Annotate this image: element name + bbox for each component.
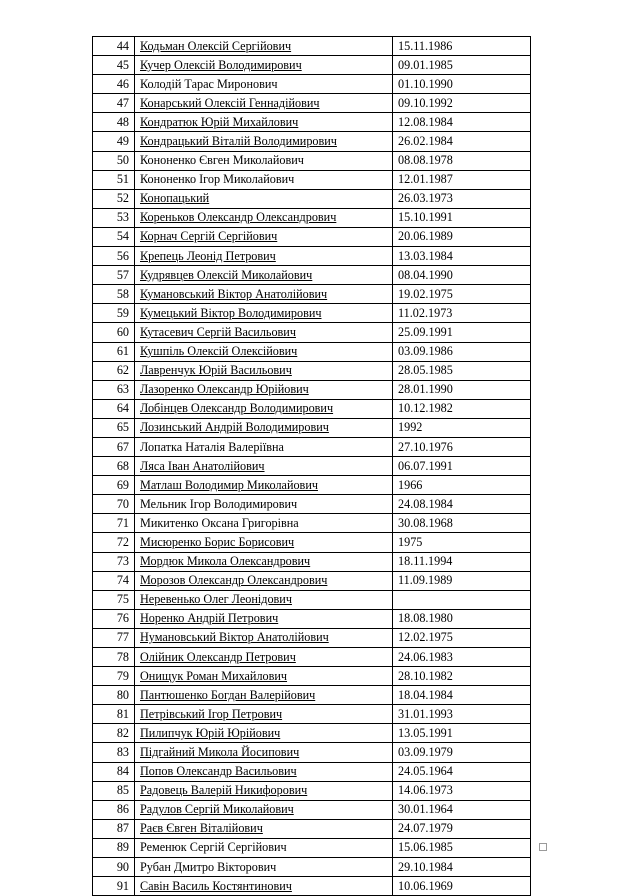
person-name bbox=[135, 495, 393, 514]
names-table-body bbox=[93, 37, 531, 896]
table-row bbox=[93, 457, 531, 476]
birth-date: 26.02.1984 bbox=[393, 132, 531, 151]
person-name bbox=[135, 743, 393, 762]
person-name bbox=[135, 838, 393, 857]
birth-date: 12.02.1975 bbox=[393, 628, 531, 647]
person-name-text: Радовець Валерій Никифорович bbox=[140, 783, 308, 798]
row-number: 63 bbox=[93, 380, 135, 399]
person-name bbox=[135, 132, 393, 151]
person-name bbox=[135, 189, 393, 208]
person-name bbox=[135, 151, 393, 170]
row-number: 45 bbox=[93, 56, 135, 75]
person-name bbox=[135, 170, 393, 189]
person-name bbox=[135, 514, 393, 533]
person-name-text: Кучер Олексій Володимирович bbox=[140, 57, 302, 72]
table-row bbox=[93, 399, 531, 418]
table-row bbox=[93, 800, 531, 819]
birth-date: 06.07.1991 bbox=[393, 457, 531, 476]
person-name-text: Неревенько Олег Леонідович bbox=[140, 592, 292, 607]
row-number: 80 bbox=[93, 686, 135, 705]
row-number: 91 bbox=[93, 877, 135, 896]
person-name-text: Кондрацький Віталій Володимирович bbox=[140, 134, 337, 149]
person-name bbox=[135, 476, 393, 495]
person-name-text: Колодій Тарас Миронович bbox=[140, 76, 278, 91]
person-name bbox=[135, 609, 393, 628]
person-name bbox=[135, 399, 393, 418]
person-name-text: Ляса Іван Анатолійович bbox=[140, 458, 265, 473]
table-row bbox=[93, 838, 531, 857]
row-number: 89 bbox=[93, 838, 135, 857]
row-number: 50 bbox=[93, 151, 135, 170]
table-row bbox=[93, 858, 531, 877]
person-name-text: Кумецький Віктор Володимирович bbox=[140, 305, 322, 320]
table-row bbox=[93, 323, 531, 342]
person-name-text: Мордюк Микола Олександрович bbox=[140, 554, 311, 569]
birth-date: 30.08.1968 bbox=[393, 514, 531, 533]
person-name bbox=[135, 418, 393, 437]
person-name-text: Петрівський Ігор Петрович bbox=[140, 706, 283, 721]
person-name bbox=[135, 877, 393, 896]
birth-date: 11.09.1989 bbox=[393, 571, 531, 590]
table-row bbox=[93, 285, 531, 304]
person-name bbox=[135, 705, 393, 724]
birth-date: 30.01.1964 bbox=[393, 800, 531, 819]
person-name bbox=[135, 800, 393, 819]
table-row bbox=[93, 208, 531, 227]
person-name bbox=[135, 781, 393, 800]
person-name bbox=[135, 590, 393, 609]
row-number: 84 bbox=[93, 762, 135, 781]
person-name-text: Кудрявцев Олексій Миколайович bbox=[140, 267, 313, 282]
person-name-text: Раєв Євген Віталійович bbox=[140, 821, 263, 836]
row-number: 54 bbox=[93, 227, 135, 246]
birth-date: 09.10.1992 bbox=[393, 94, 531, 113]
person-name bbox=[135, 56, 393, 75]
row-number: 57 bbox=[93, 266, 135, 285]
birth-date: 19.02.1975 bbox=[393, 285, 531, 304]
person-name-text: Мисюренко Борис Борисович bbox=[140, 534, 295, 549]
birth-date: 20.06.1989 bbox=[393, 227, 531, 246]
row-number: 85 bbox=[93, 781, 135, 800]
row-number: 73 bbox=[93, 552, 135, 571]
row-number: 79 bbox=[93, 667, 135, 686]
row-number: 82 bbox=[93, 724, 135, 743]
birth-date: 10.12.1982 bbox=[393, 399, 531, 418]
birth-date: 08.04.1990 bbox=[393, 266, 531, 285]
person-name-text: Нумановський Віктор Анатолійович bbox=[140, 630, 329, 645]
person-name bbox=[135, 686, 393, 705]
birth-date bbox=[393, 590, 531, 609]
person-name bbox=[135, 648, 393, 667]
row-number: 64 bbox=[93, 399, 135, 418]
birth-date: 03.09.1979 bbox=[393, 743, 531, 762]
person-name-text: Норенко Андрій Петрович bbox=[140, 611, 279, 626]
table-row bbox=[93, 247, 531, 266]
person-name-text: Кушпіль Олексій Олексійович bbox=[140, 344, 298, 359]
row-number: 47 bbox=[93, 94, 135, 113]
table-row bbox=[93, 476, 531, 495]
birth-date: 28.10.1982 bbox=[393, 667, 531, 686]
person-name-text: Конопацький bbox=[140, 191, 210, 206]
birth-date: 25.09.1991 bbox=[393, 323, 531, 342]
person-name bbox=[135, 75, 393, 94]
birth-date: 27.10.1976 bbox=[393, 437, 531, 456]
person-name-text: Корнач Сергій Сергійович bbox=[140, 229, 278, 244]
person-name-text: Лобінцев Олександр Володимирович bbox=[140, 401, 334, 416]
table-row bbox=[93, 437, 531, 456]
birth-date: 14.06.1973 bbox=[393, 781, 531, 800]
birth-date: 13.03.1984 bbox=[393, 247, 531, 266]
birth-date: 12.01.1987 bbox=[393, 170, 531, 189]
page-corner-mark bbox=[539, 843, 547, 851]
row-number: 44 bbox=[93, 37, 135, 56]
person-name-text: Савін Василь Костянтинович bbox=[140, 878, 292, 893]
birth-date: 15.10.1991 bbox=[393, 208, 531, 227]
person-name bbox=[135, 380, 393, 399]
birth-date: 24.06.1983 bbox=[393, 648, 531, 667]
birth-date: 15.06.1985 bbox=[393, 838, 531, 857]
row-number: 59 bbox=[93, 304, 135, 323]
person-name-text: Лавренчук Юрій Васильович bbox=[140, 363, 292, 378]
person-name-text: Пилипчук Юрій Юрійович bbox=[140, 725, 281, 740]
person-name bbox=[135, 762, 393, 781]
row-number: 86 bbox=[93, 800, 135, 819]
person-name-text: Кутасевич Сергій Васильович bbox=[140, 324, 296, 339]
table-row bbox=[93, 151, 531, 170]
row-number: 52 bbox=[93, 189, 135, 208]
person-name bbox=[135, 208, 393, 227]
birth-date: 28.05.1985 bbox=[393, 361, 531, 380]
person-name bbox=[135, 227, 393, 246]
person-name bbox=[135, 628, 393, 647]
birth-date: 24.07.1979 bbox=[393, 819, 531, 838]
birth-date: 09.01.1985 bbox=[393, 56, 531, 75]
table-row bbox=[93, 724, 531, 743]
birth-date: 18.04.1984 bbox=[393, 686, 531, 705]
table-row bbox=[93, 877, 531, 896]
person-name-text: Лопатка Наталія Валеріївна bbox=[140, 439, 284, 454]
person-name-text: Підгайний Микола Йосипович bbox=[140, 745, 300, 760]
table-row bbox=[93, 514, 531, 533]
row-number: 71 bbox=[93, 514, 135, 533]
row-number: 87 bbox=[93, 819, 135, 838]
birth-date: 12.08.1984 bbox=[393, 113, 531, 132]
table-row bbox=[93, 609, 531, 628]
row-number: 65 bbox=[93, 418, 135, 437]
table-row bbox=[93, 667, 531, 686]
birth-date: 01.10.1990 bbox=[393, 75, 531, 94]
person-name-text: Кореньков Олександр Олександрович bbox=[140, 210, 337, 225]
person-name-text: Конарський Олексій Геннадійович bbox=[140, 95, 320, 110]
birth-date: 08.08.1978 bbox=[393, 151, 531, 170]
birth-date: 1992 bbox=[393, 418, 531, 437]
row-number: 60 bbox=[93, 323, 135, 342]
row-number: 70 bbox=[93, 495, 135, 514]
person-name-text: Лазоренко Олександр Юрійович bbox=[140, 382, 309, 397]
birth-date: 1975 bbox=[393, 533, 531, 552]
person-name bbox=[135, 247, 393, 266]
person-name-text: Рубан Дмитро Вікторович bbox=[140, 859, 277, 874]
person-name bbox=[135, 266, 393, 285]
table-row bbox=[93, 590, 531, 609]
person-name bbox=[135, 667, 393, 686]
person-name-text: Радулов Сергій Миколайович bbox=[140, 802, 294, 817]
table-row bbox=[93, 342, 531, 361]
person-name bbox=[135, 858, 393, 877]
person-name-text: Лозинський Андрій Володимирович bbox=[140, 420, 329, 435]
table-row bbox=[93, 75, 531, 94]
person-name-text: Мельник Ігор Володимирович bbox=[140, 496, 298, 511]
row-number: 90 bbox=[93, 858, 135, 877]
row-number: 58 bbox=[93, 285, 135, 304]
table-row bbox=[93, 132, 531, 151]
person-name-text: Онищук Роман Михайлович bbox=[140, 668, 288, 683]
person-name bbox=[135, 724, 393, 743]
birth-date: 18.08.1980 bbox=[393, 609, 531, 628]
birth-date: 18.11.1994 bbox=[393, 552, 531, 571]
birth-date: 11.02.1973 bbox=[393, 304, 531, 323]
table-row bbox=[93, 495, 531, 514]
person-name bbox=[135, 37, 393, 56]
birth-date: 31.01.1993 bbox=[393, 705, 531, 724]
row-number: 46 bbox=[93, 75, 135, 94]
birth-date: 29.10.1984 bbox=[393, 858, 531, 877]
birth-date: 15.11.1986 bbox=[393, 37, 531, 56]
table-row bbox=[93, 628, 531, 647]
names-table-container bbox=[92, 36, 530, 896]
row-number: 83 bbox=[93, 743, 135, 762]
table-row bbox=[93, 705, 531, 724]
person-name bbox=[135, 819, 393, 838]
row-number: 51 bbox=[93, 170, 135, 189]
table-row bbox=[93, 189, 531, 208]
person-name-text: Матлаш Володимир Миколайович bbox=[140, 477, 318, 492]
person-name bbox=[135, 552, 393, 571]
table-row bbox=[93, 819, 531, 838]
person-name bbox=[135, 533, 393, 552]
person-name bbox=[135, 304, 393, 323]
table-row bbox=[93, 762, 531, 781]
person-name-text: Ременюк Сергій Сергійович bbox=[140, 840, 287, 855]
row-number: 49 bbox=[93, 132, 135, 151]
person-name bbox=[135, 285, 393, 304]
table-row bbox=[93, 37, 531, 56]
table-row bbox=[93, 170, 531, 189]
table-row bbox=[93, 361, 531, 380]
person-name-text: Кумановський Віктор Анатолійович bbox=[140, 286, 328, 301]
birth-date: 28.01.1990 bbox=[393, 380, 531, 399]
table-row bbox=[93, 533, 531, 552]
person-name-text: Морозов Олександр Олександрович bbox=[140, 573, 328, 588]
table-row bbox=[93, 94, 531, 113]
person-name bbox=[135, 342, 393, 361]
person-name-text: Пантюшенко Богдан Валерійович bbox=[140, 687, 316, 702]
birth-date: 24.08.1984 bbox=[393, 495, 531, 514]
table-row bbox=[93, 781, 531, 800]
table-row bbox=[93, 266, 531, 285]
person-name-text: Кононенко Ігор Миколайович bbox=[140, 172, 295, 187]
person-name bbox=[135, 571, 393, 590]
person-name-text: Кононенко Євген Миколайович bbox=[140, 153, 304, 168]
table-row bbox=[93, 56, 531, 75]
person-name-text: Крепець Леонід Петрович bbox=[140, 248, 276, 263]
row-number: 74 bbox=[93, 571, 135, 590]
table-row bbox=[93, 304, 531, 323]
row-number: 67 bbox=[93, 437, 135, 456]
row-number: 69 bbox=[93, 476, 135, 495]
row-number: 81 bbox=[93, 705, 135, 724]
person-name bbox=[135, 361, 393, 380]
birth-date: 10.06.1969 bbox=[393, 877, 531, 896]
person-name bbox=[135, 437, 393, 456]
person-name-text: Кондратюк Юрій Михайлович bbox=[140, 114, 299, 129]
table-row bbox=[93, 686, 531, 705]
row-number: 75 bbox=[93, 590, 135, 609]
table-row bbox=[93, 380, 531, 399]
table-row bbox=[93, 113, 531, 132]
person-name bbox=[135, 457, 393, 476]
row-number: 72 bbox=[93, 533, 135, 552]
table-row bbox=[93, 648, 531, 667]
table-row bbox=[93, 552, 531, 571]
row-number: 56 bbox=[93, 247, 135, 266]
table-row bbox=[93, 743, 531, 762]
table-row bbox=[93, 418, 531, 437]
row-number: 48 bbox=[93, 113, 135, 132]
birth-date: 13.05.1991 bbox=[393, 724, 531, 743]
row-number: 78 bbox=[93, 648, 135, 667]
person-name-text: Олійник Олександр Петрович bbox=[140, 649, 296, 664]
table-row bbox=[93, 227, 531, 246]
person-name-text: Микитенко Оксана Григорівна bbox=[140, 515, 299, 530]
row-number: 68 bbox=[93, 457, 135, 476]
names-table bbox=[92, 36, 531, 896]
row-number: 77 bbox=[93, 628, 135, 647]
birth-date: 1966 bbox=[393, 476, 531, 495]
person-name-text: Кодьман Олексій Сергійович bbox=[140, 38, 292, 53]
person-name-text: Попов Олександр Васильович bbox=[140, 764, 297, 779]
birth-date: 26.03.1973 bbox=[393, 189, 531, 208]
row-number: 53 bbox=[93, 208, 135, 227]
table-row bbox=[93, 571, 531, 590]
person-name bbox=[135, 113, 393, 132]
person-name bbox=[135, 94, 393, 113]
birth-date: 24.05.1964 bbox=[393, 762, 531, 781]
row-number: 61 bbox=[93, 342, 135, 361]
birth-date: 03.09.1986 bbox=[393, 342, 531, 361]
person-name bbox=[135, 323, 393, 342]
row-number: 76 bbox=[93, 609, 135, 628]
row-number: 62 bbox=[93, 361, 135, 380]
